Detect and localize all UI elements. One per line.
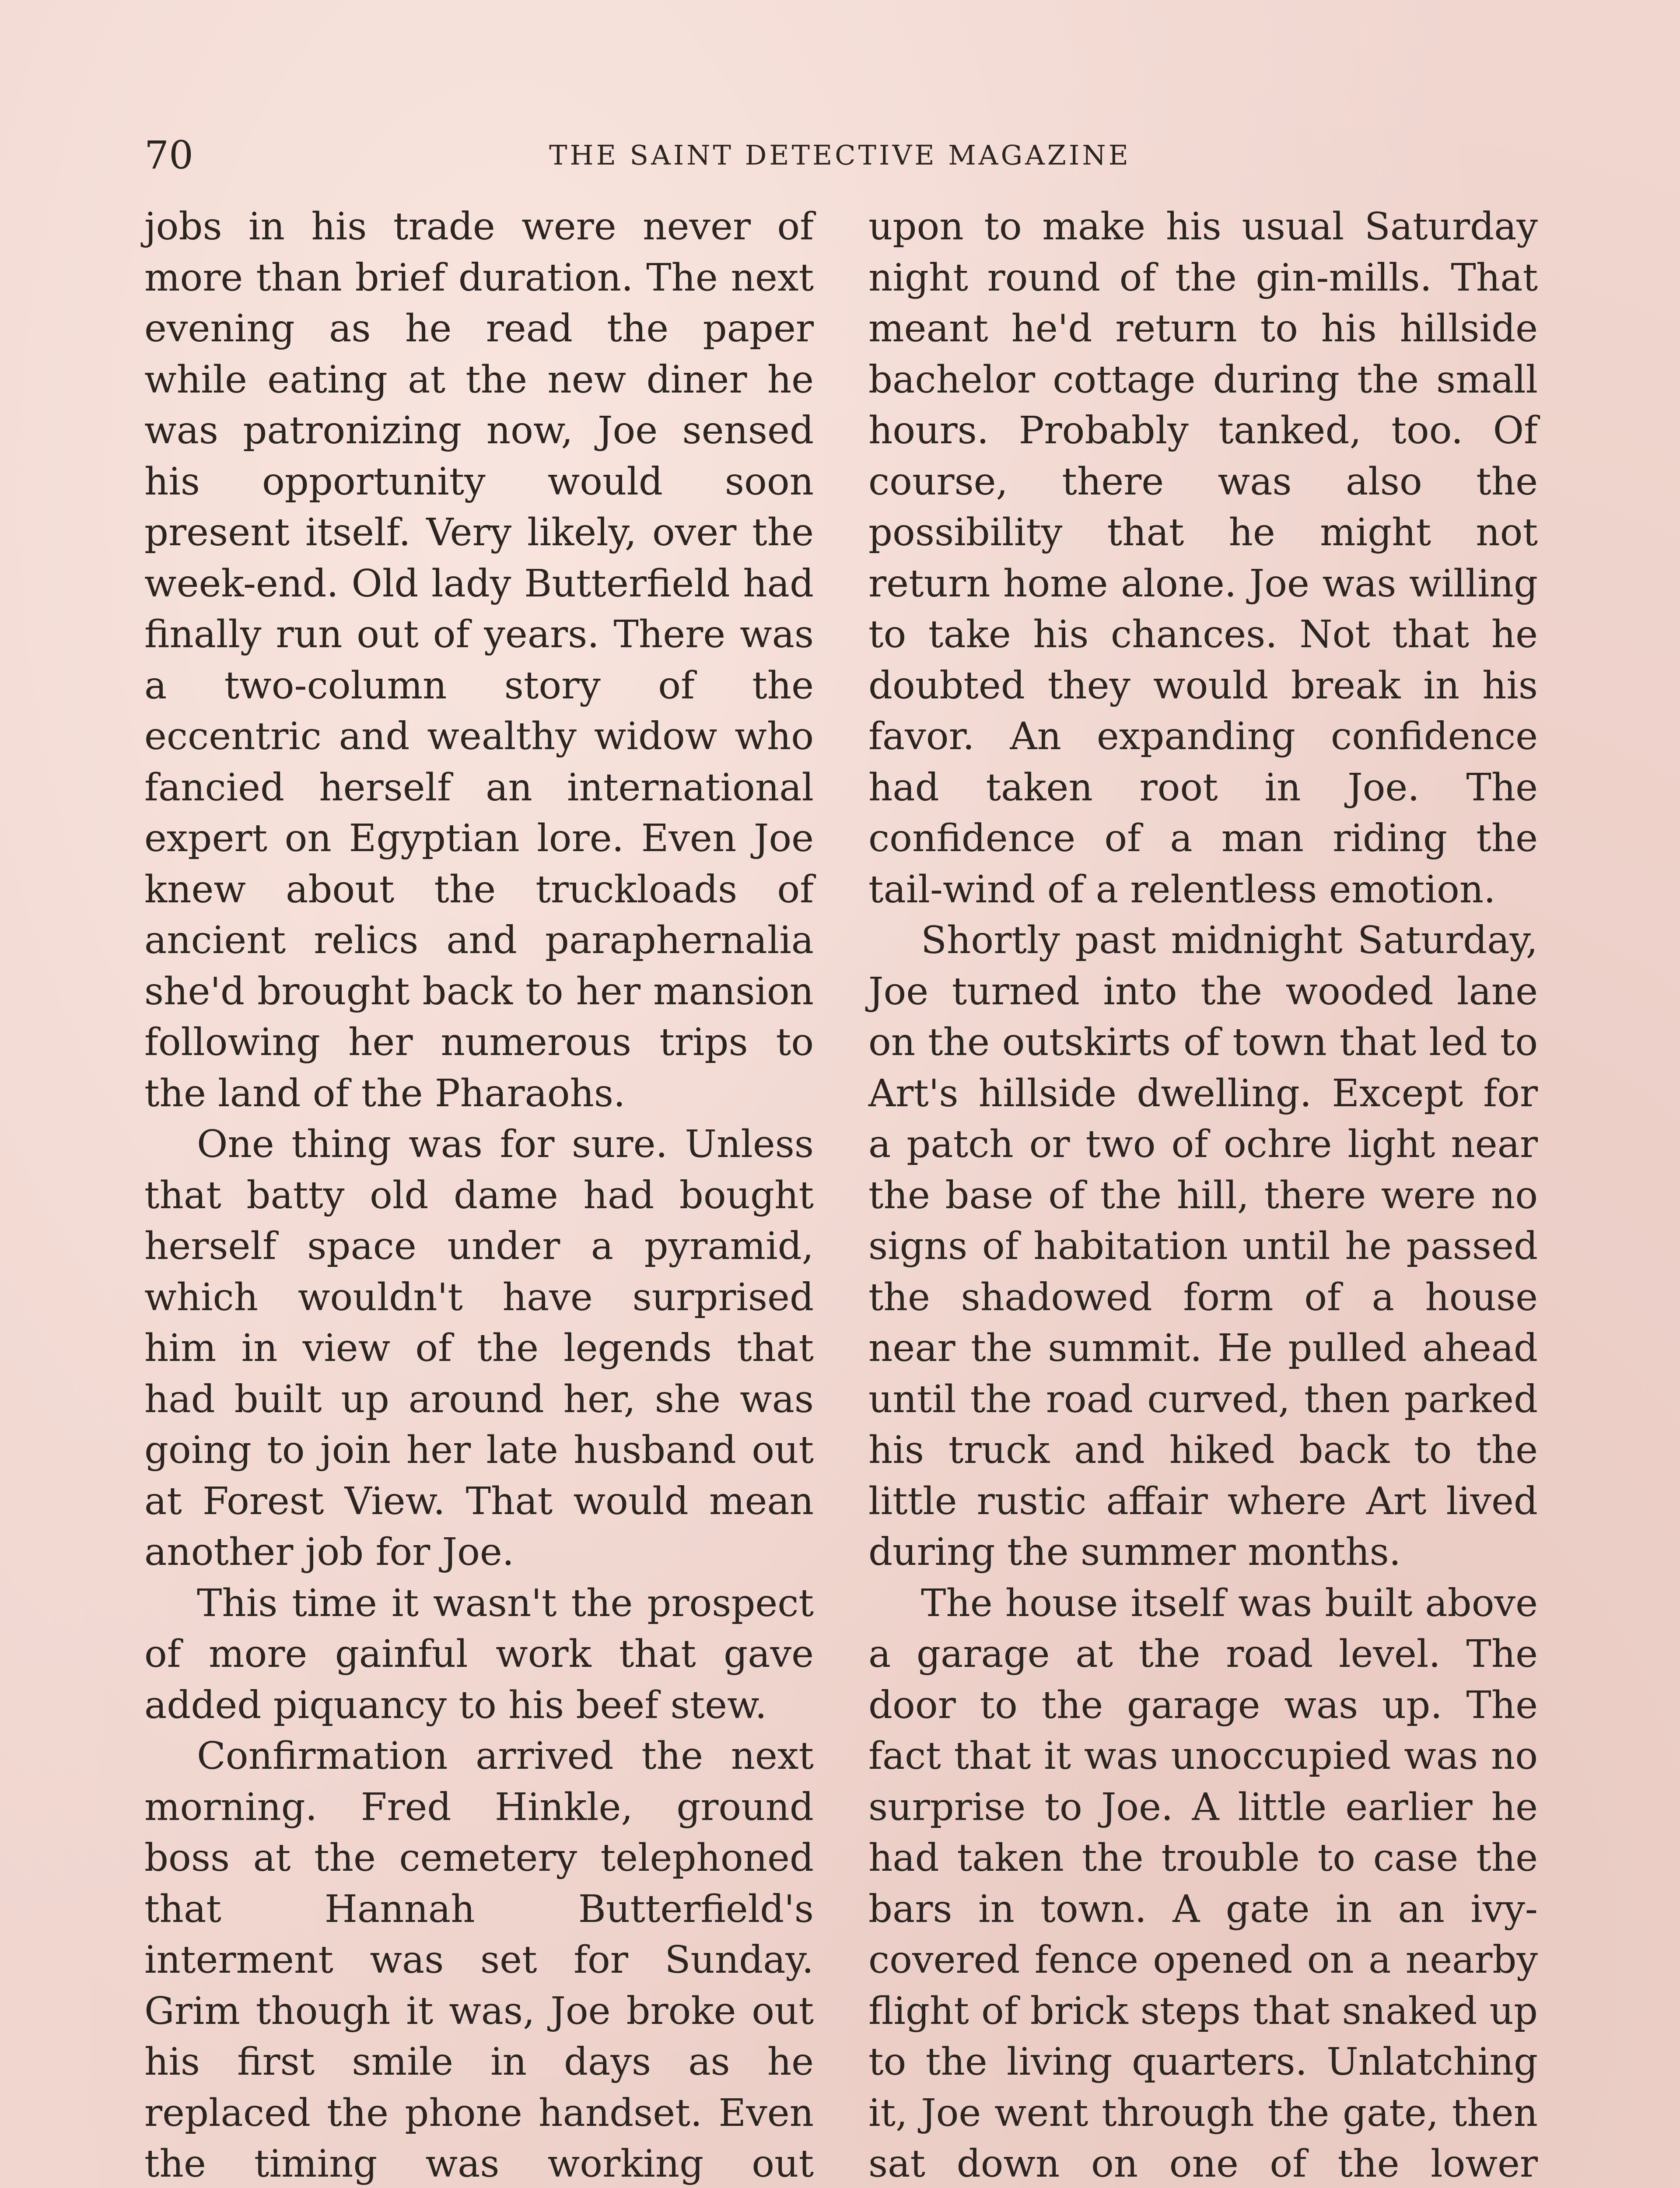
running-header <box>144 131 1536 179</box>
paragraph: jobs in his trade were never of more than brief duration. The next evening as he read the paper while eating at the new diner he was patronizing now, Joe sensed his opportunity would soon present itself. Very likely, over the week-end. Old lady Butterfield had finally run out of years. There was a two-column story of the eccentric and wealthy widow who fancied herself an international expert on Egyptian lore. Even Joe knew about the truckloads of ancient relics and paraphernalia she'd brought back to her mansion following her numerous trips to the land of the Pharaohs. <box>144 205 814 1115</box>
paragraph: The house itself was built above a garage at the road level. The door to the garage was up. The fact that it was unoccupied was no surprise to Joe. A little earlier he had taken the trouble to case the bars in town. A gate in an ivy-covered fence opened on a nearby flight of brick steps that snaked up to the living quarters. Unlatching it, Joe went through the gate, then sat down on one of the lower <box>868 1581 1538 2186</box>
magazine-title: THE SAINT DETECTIVE MAGAZINE <box>549 139 1131 171</box>
paragraph: Shortly past midnight Saturday, Joe turned into the wooded lane on the outskirts of town that led to Art's hillside dwelling. Except for a patch or two of ochre light near the base of the hill, there were no signs of habitation until he passed the shadowed form of a house near the summit. He pulled ahead until the road curved, then parked his truck and hiked back to the little rustic affair where Art lived during the summer months. <box>868 919 1538 1574</box>
paragraph: upon to make his usual Saturday night round of the gin-mills. That meant he'd return to his hillside bachelor cottage during the small hours. Probably tanked, too. Of course, there was also the possibility that he might not return home alone. Joe was willing to take his chances. Not that he doubted they would break in his favor. An expanding confidence had taken root in Joe. The confidence of a man riding the tail-wind of a relentless emotion. <box>868 205 1538 912</box>
right-column <box>868 201 1538 2188</box>
paragraph: This time it wasn't the prospect of more gainful work that gave added piquancy to his beef stew. <box>144 1581 814 1727</box>
left-column <box>144 201 814 2188</box>
paragraph: One thing was for sure. Unless that batty old dame had bought herself space under a pyramid, which wouldn't have surprised him in view of the legends that had built up around her, she was going to join her late husband out at Forest View. That would mean another job for Joe. <box>144 1122 814 1574</box>
paragraph: Confirmation arrived the next morning. Fred Hinkle, ground boss at the cemetery telephoned that Hannah Butterfield's interment was set for Sunday. Grim though it was, Joe broke out his first smile in days as he replaced the phone handset. Even the timing was working out <box>144 1734 814 2186</box>
page-number: 70 <box>144 133 193 178</box>
